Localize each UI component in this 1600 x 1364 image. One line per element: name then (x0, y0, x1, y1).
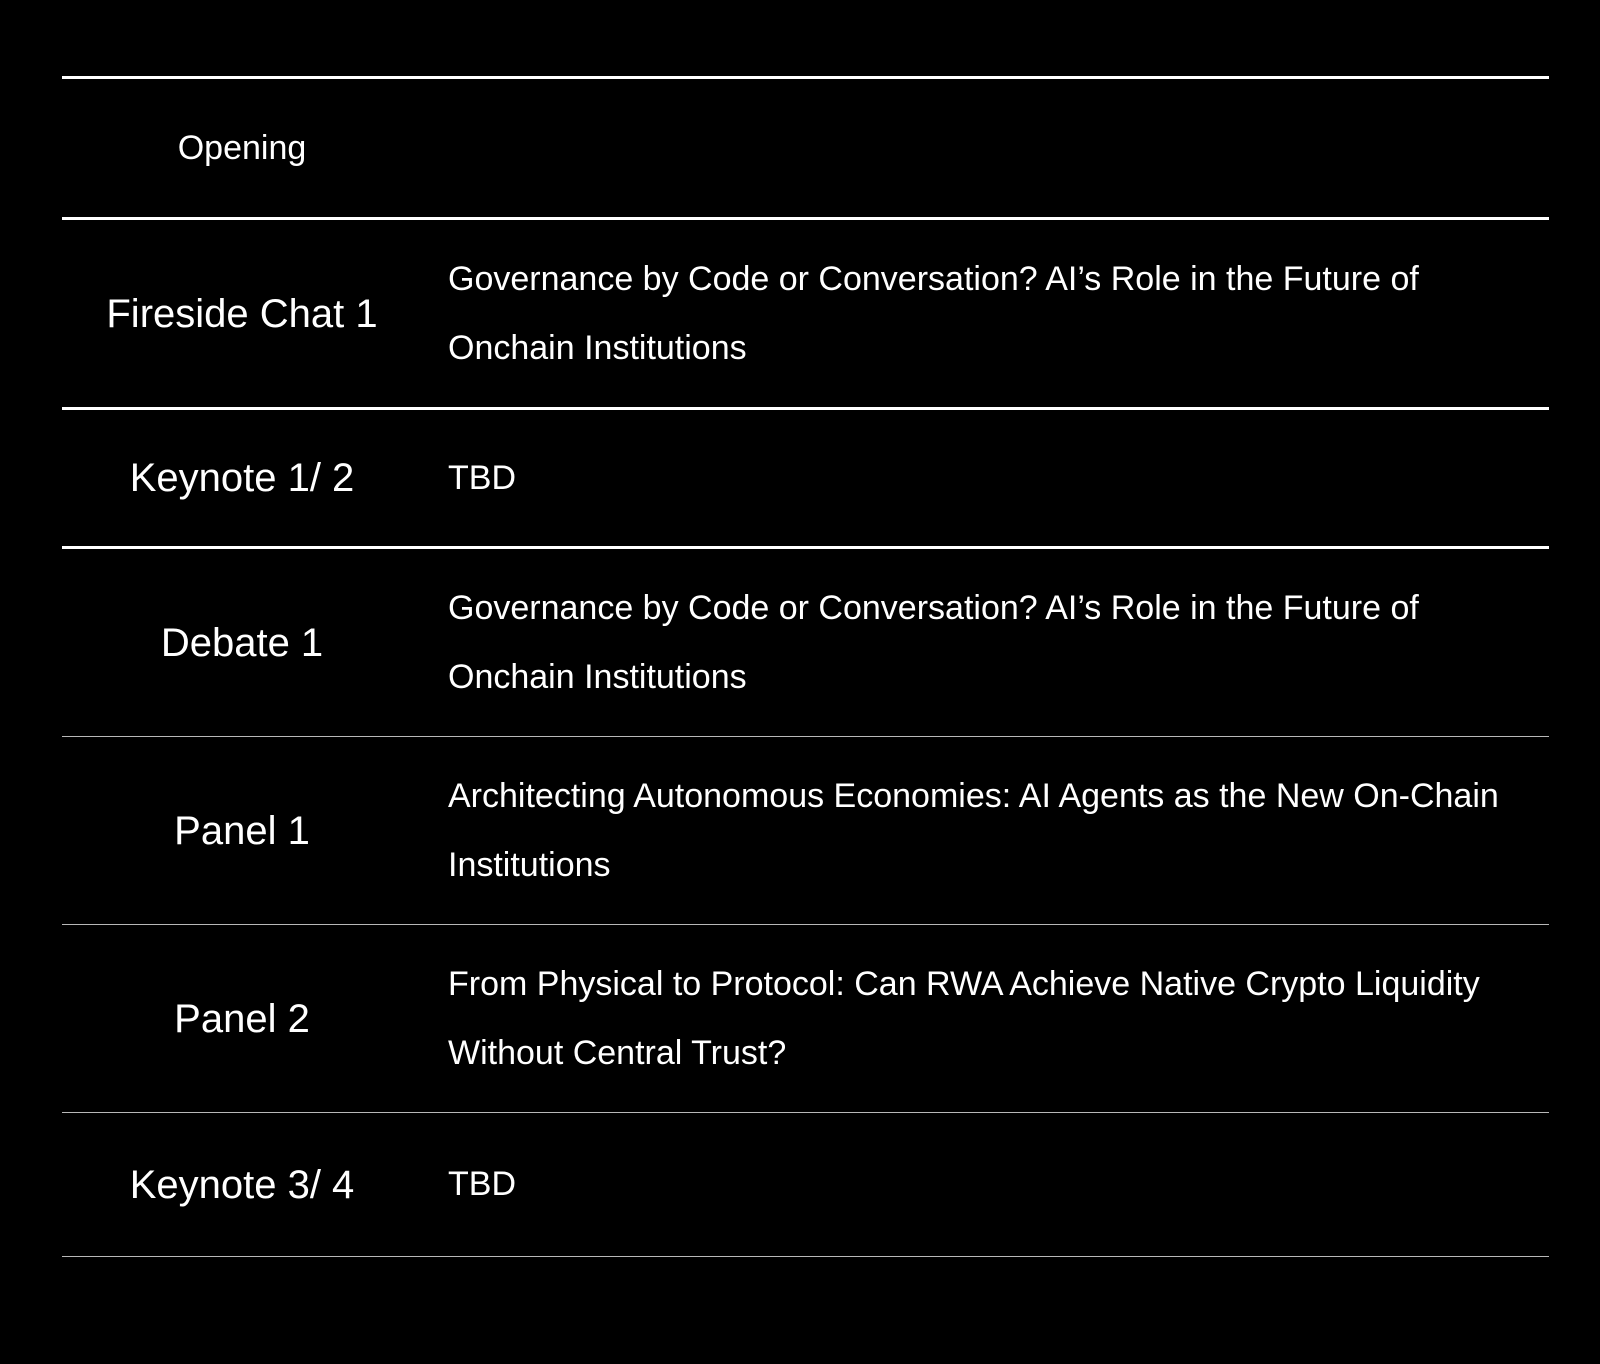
session-topic: From Physical to Protocol: Can RWA Achieve Native Crypto Liquidity Without Central Trust? (448, 964, 1480, 1072)
agenda-row-keynote-1-2 (62, 410, 1549, 546)
session-label: Opening (177, 129, 307, 167)
agenda-row-fireside-chat-1 (62, 220, 1549, 407)
session-label: Panel 1 (174, 808, 310, 853)
session-topic: Architecting Autonomous Economies: AI Agents as the New On-Chain Institutions (448, 776, 1499, 884)
session-topic: TBD (448, 1165, 516, 1203)
session-label: Keynote 1/ 2 (129, 456, 355, 500)
session-label: Panel 2 (174, 996, 310, 1041)
agenda-row-keynote-3-4 (62, 1113, 1549, 1256)
session-topic: Governance by Code or Conversation? AI’s Role in the Future of Onchain Institutions (448, 259, 1419, 367)
agenda-row-opening (62, 79, 1549, 217)
session-label: Fireside Chat 1 (106, 291, 378, 336)
session-label: Debate 1 (160, 620, 324, 665)
row-divider (62, 1256, 1549, 1257)
session-label: Keynote 3/ 4 (129, 1162, 355, 1207)
agenda-row-debate-1 (62, 549, 1549, 736)
session-topic: TBD (448, 458, 516, 497)
agenda-row-panel-2 (62, 925, 1549, 1112)
session-topic: Governance by Code or Conversation? AI’s Role in the Future of Onchain Institutions (448, 588, 1419, 696)
agenda-row-panel-1 (62, 737, 1549, 924)
agenda-table (62, 76, 1549, 1257)
